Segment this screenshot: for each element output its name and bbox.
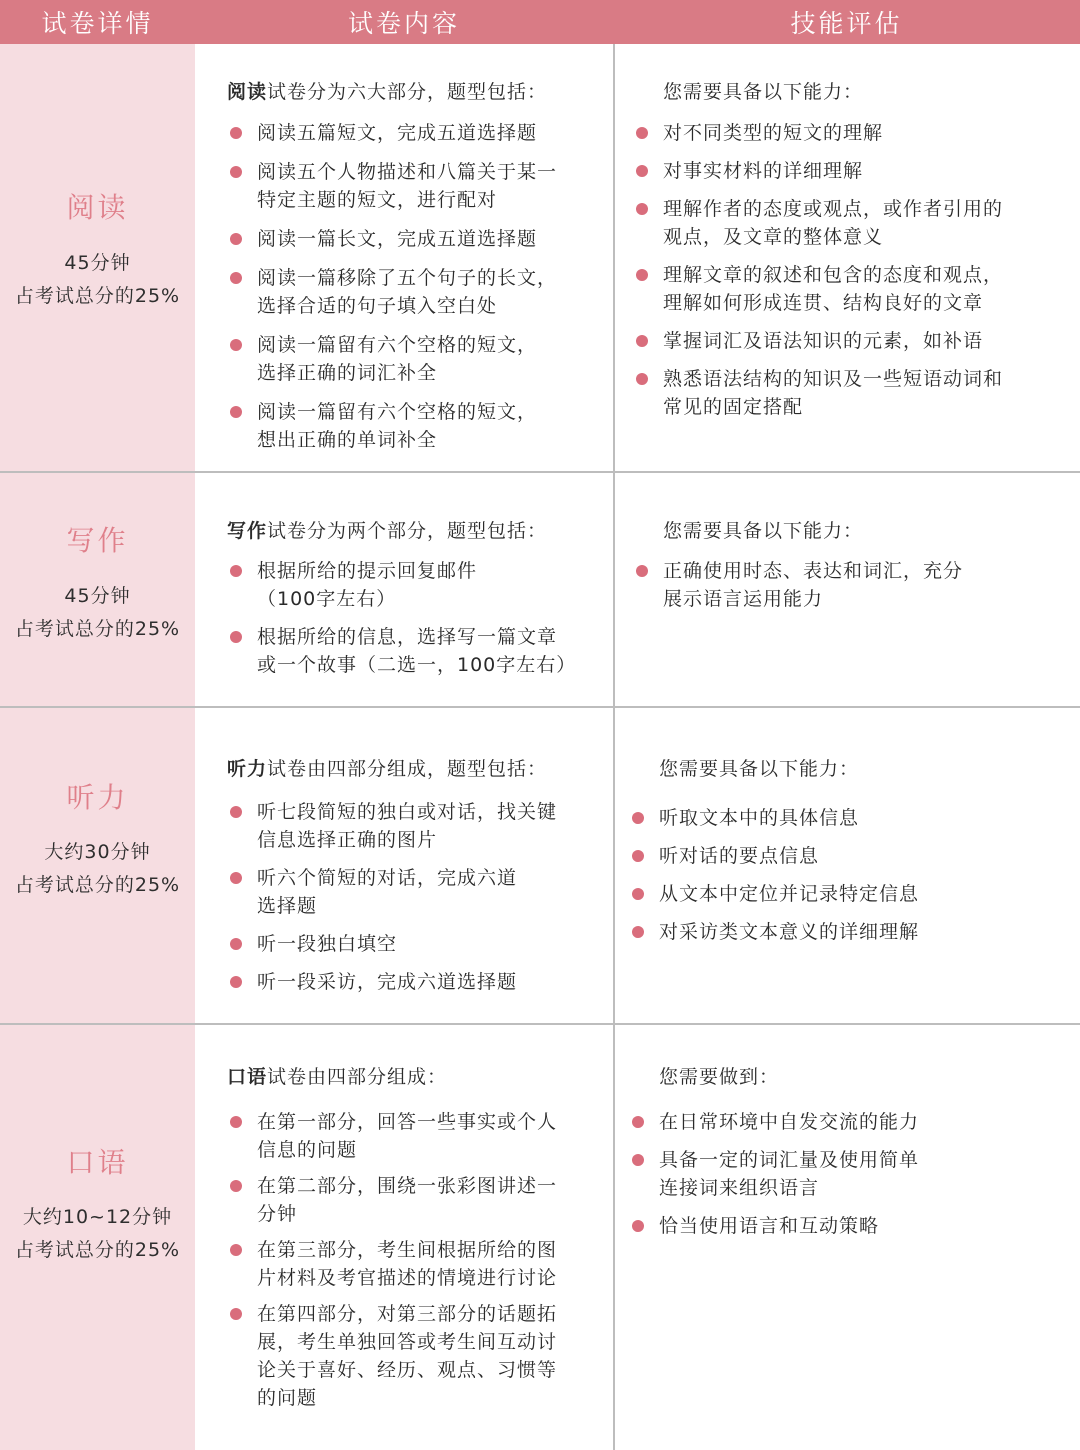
skill-list <box>663 119 1003 421</box>
content-list <box>257 119 557 454</box>
header-exam-content: 试卷内容 <box>347 9 460 38</box>
section-skills <box>613 1025 1080 1450</box>
bullet-icon <box>636 335 648 347</box>
bullet-icon <box>230 1244 242 1256</box>
section-title: 阅读 <box>66 191 129 224</box>
list-item: 根据所给的提示回复邮件 （100字左右） <box>257 557 576 613</box>
bullet-icon <box>230 1116 242 1128</box>
list-item: 阅读一篇长文，完成五道选择题 <box>257 225 557 253</box>
skill-list <box>659 804 919 946</box>
skill-list <box>659 1108 919 1240</box>
bullet-icon <box>636 127 648 139</box>
bullet-icon <box>230 127 242 139</box>
list-item: 正确使用时态、表达和词汇，充分 展示语言运用能力 <box>663 557 963 613</box>
skill-list <box>663 557 963 613</box>
list-item: 在日常环境中自发交流的能力 <box>659 1108 919 1136</box>
content-bold-label: 写作 <box>227 520 268 542</box>
content-list <box>257 798 557 996</box>
skill-intro: 您需要具备以下能力： <box>663 81 864 103</box>
bullet-icon <box>230 631 242 643</box>
list-item: 在第二部分，围绕一张彩图讲述一 分钟 <box>257 1172 557 1228</box>
section-row-listening <box>0 708 1080 1023</box>
list-item: 理解文章的叙述和包含的态度和观点， 理解如何形成连贯、结构良好的文章 <box>663 261 1003 317</box>
bullet-icon <box>230 938 242 950</box>
list-item: 阅读五篇短文，完成五道选择题 <box>257 119 557 147</box>
list-item: 恰当使用语言和互动策略 <box>659 1212 919 1240</box>
content-list <box>257 1108 557 1412</box>
table-header <box>0 0 1080 44</box>
section-content <box>195 708 613 1023</box>
list-item: 阅读五个人物描述和八篇关于某一 特定主题的短文，进行配对 <box>257 158 557 214</box>
section-title: 听力 <box>66 781 129 814</box>
bullet-icon <box>636 269 648 281</box>
list-item: 听对话的要点信息 <box>659 842 919 870</box>
list-item: 阅读一篇留有六个空格的短文， 想出正确的单词补全 <box>257 398 557 454</box>
bullet-icon <box>636 373 648 385</box>
section-content <box>195 44 613 471</box>
section-percent: 占考试总分的25% <box>14 874 181 896</box>
content-intro <box>227 1062 447 1089</box>
content-bold-label: 阅读 <box>227 81 268 103</box>
section-skills <box>613 44 1080 471</box>
section-row-reading <box>0 44 1080 471</box>
section-duration: 大约10~12分钟 <box>22 1206 173 1228</box>
list-item: 阅读一篇移除了五个句子的长文， 选择合适的句子填入空白处 <box>257 264 557 320</box>
header-exam-details: 试卷详情 <box>41 9 154 38</box>
section-duration: 45分钟 <box>64 585 131 607</box>
list-item: 听六个简短的对话，完成六道 选择题 <box>257 864 557 920</box>
content-bold-label: 口语 <box>227 1066 268 1088</box>
bullet-icon <box>230 339 242 351</box>
bullet-icon <box>632 812 644 824</box>
bullet-icon <box>230 1180 242 1192</box>
bullet-icon <box>632 1220 644 1232</box>
bullet-icon <box>636 203 648 215</box>
content-bold-label: 听力 <box>227 758 268 780</box>
bullet-icon <box>632 1116 644 1128</box>
section-percent: 占考试总分的25% <box>14 285 181 307</box>
list-item: 听取文本中的具体信息 <box>659 804 919 832</box>
list-item: 掌握词汇及语法知识的元素，如补语 <box>663 327 1003 355</box>
bullet-icon <box>230 565 242 577</box>
bullet-icon <box>230 272 242 284</box>
list-item: 在第一部分，回答一些事实或个人 信息的问题 <box>257 1108 557 1164</box>
bullet-icon <box>636 565 648 577</box>
content-intro-text: 试卷由四部分组成： <box>267 1066 448 1088</box>
section-row-writing <box>0 473 1080 706</box>
header-skill-assessment: 技能评估 <box>790 9 903 38</box>
section-content <box>195 473 613 706</box>
list-item: 在第三部分，考生间根据所给的图 片材料及考官描述的情境进行讨论 <box>257 1236 557 1292</box>
content-intro <box>227 754 547 781</box>
list-item: 对不同类型的短文的理解 <box>663 119 1003 147</box>
bullet-icon <box>230 406 242 418</box>
list-item: 熟悉语法结构的知识及一些短语动词和 常见的固定搭配 <box>663 365 1003 421</box>
section-title: 口语 <box>66 1146 129 1179</box>
list-item: 对事实材料的详细理解 <box>663 157 1003 185</box>
list-item: 听一段采访，完成六道选择题 <box>257 968 557 996</box>
list-item: 阅读一篇留有六个空格的短文， 选择正确的词汇补全 <box>257 331 557 387</box>
bullet-icon <box>230 976 242 988</box>
bullet-icon <box>632 850 644 862</box>
skill-intro: 您需要具备以下能力： <box>659 758 860 780</box>
content-list <box>257 557 576 679</box>
section-percent: 占考试总分的25% <box>14 1239 181 1261</box>
section-info <box>0 1025 195 1450</box>
list-item: 从文本中定位并记录特定信息 <box>659 880 919 908</box>
section-info <box>0 44 195 471</box>
bullet-icon <box>230 233 242 245</box>
content-intro-text: 试卷分为两个部分，题型包括： <box>267 520 548 542</box>
section-content <box>195 1025 613 1450</box>
section-duration: 45分钟 <box>64 252 131 274</box>
section-skills <box>613 708 1080 1023</box>
list-item: 具备一定的词汇量及使用简单 连接词来组织语言 <box>659 1146 919 1202</box>
section-percent: 占考试总分的25% <box>14 618 181 640</box>
list-item: 听七段简短的独白或对话，找关键 信息选择正确的图片 <box>257 798 557 854</box>
bullet-icon <box>636 165 648 177</box>
section-skills <box>613 473 1080 706</box>
bullet-icon <box>632 1154 644 1166</box>
section-row-speaking <box>0 1025 1080 1450</box>
list-item: 对采访类文本意义的详细理解 <box>659 918 919 946</box>
bullet-icon <box>230 872 242 884</box>
bullet-icon <box>632 926 644 938</box>
list-item: 在第四部分，对第三部分的话题拓 展，考生单独回答或考生间互动讨 论关于喜好、经历、观点、习惯等 的问题 <box>257 1300 557 1412</box>
bullet-icon <box>632 888 644 900</box>
bullet-icon <box>230 806 242 818</box>
content-intro <box>227 516 547 543</box>
section-info <box>0 473 195 706</box>
list-item: 根据所给的信息，选择写一篇文章 或一个故事（二选一，100字左右） <box>257 623 576 679</box>
section-title: 写作 <box>66 524 129 557</box>
list-item: 理解作者的态度或观点，或作者引用的 观点，及文章的整体意义 <box>663 195 1003 251</box>
bullet-icon <box>230 166 242 178</box>
list-item: 听一段独白填空 <box>257 930 557 958</box>
content-intro-text: 试卷由四部分组成，题型包括： <box>267 758 548 780</box>
bullet-icon <box>230 1308 242 1320</box>
section-info <box>0 708 195 1023</box>
content-intro-text: 试卷分为六大部分，题型包括： <box>267 81 548 103</box>
skill-intro: 您需要做到： <box>659 1066 780 1088</box>
content-intro <box>227 77 547 104</box>
skill-intro: 您需要具备以下能力： <box>663 520 864 542</box>
section-duration: 大约30分钟 <box>44 841 151 863</box>
